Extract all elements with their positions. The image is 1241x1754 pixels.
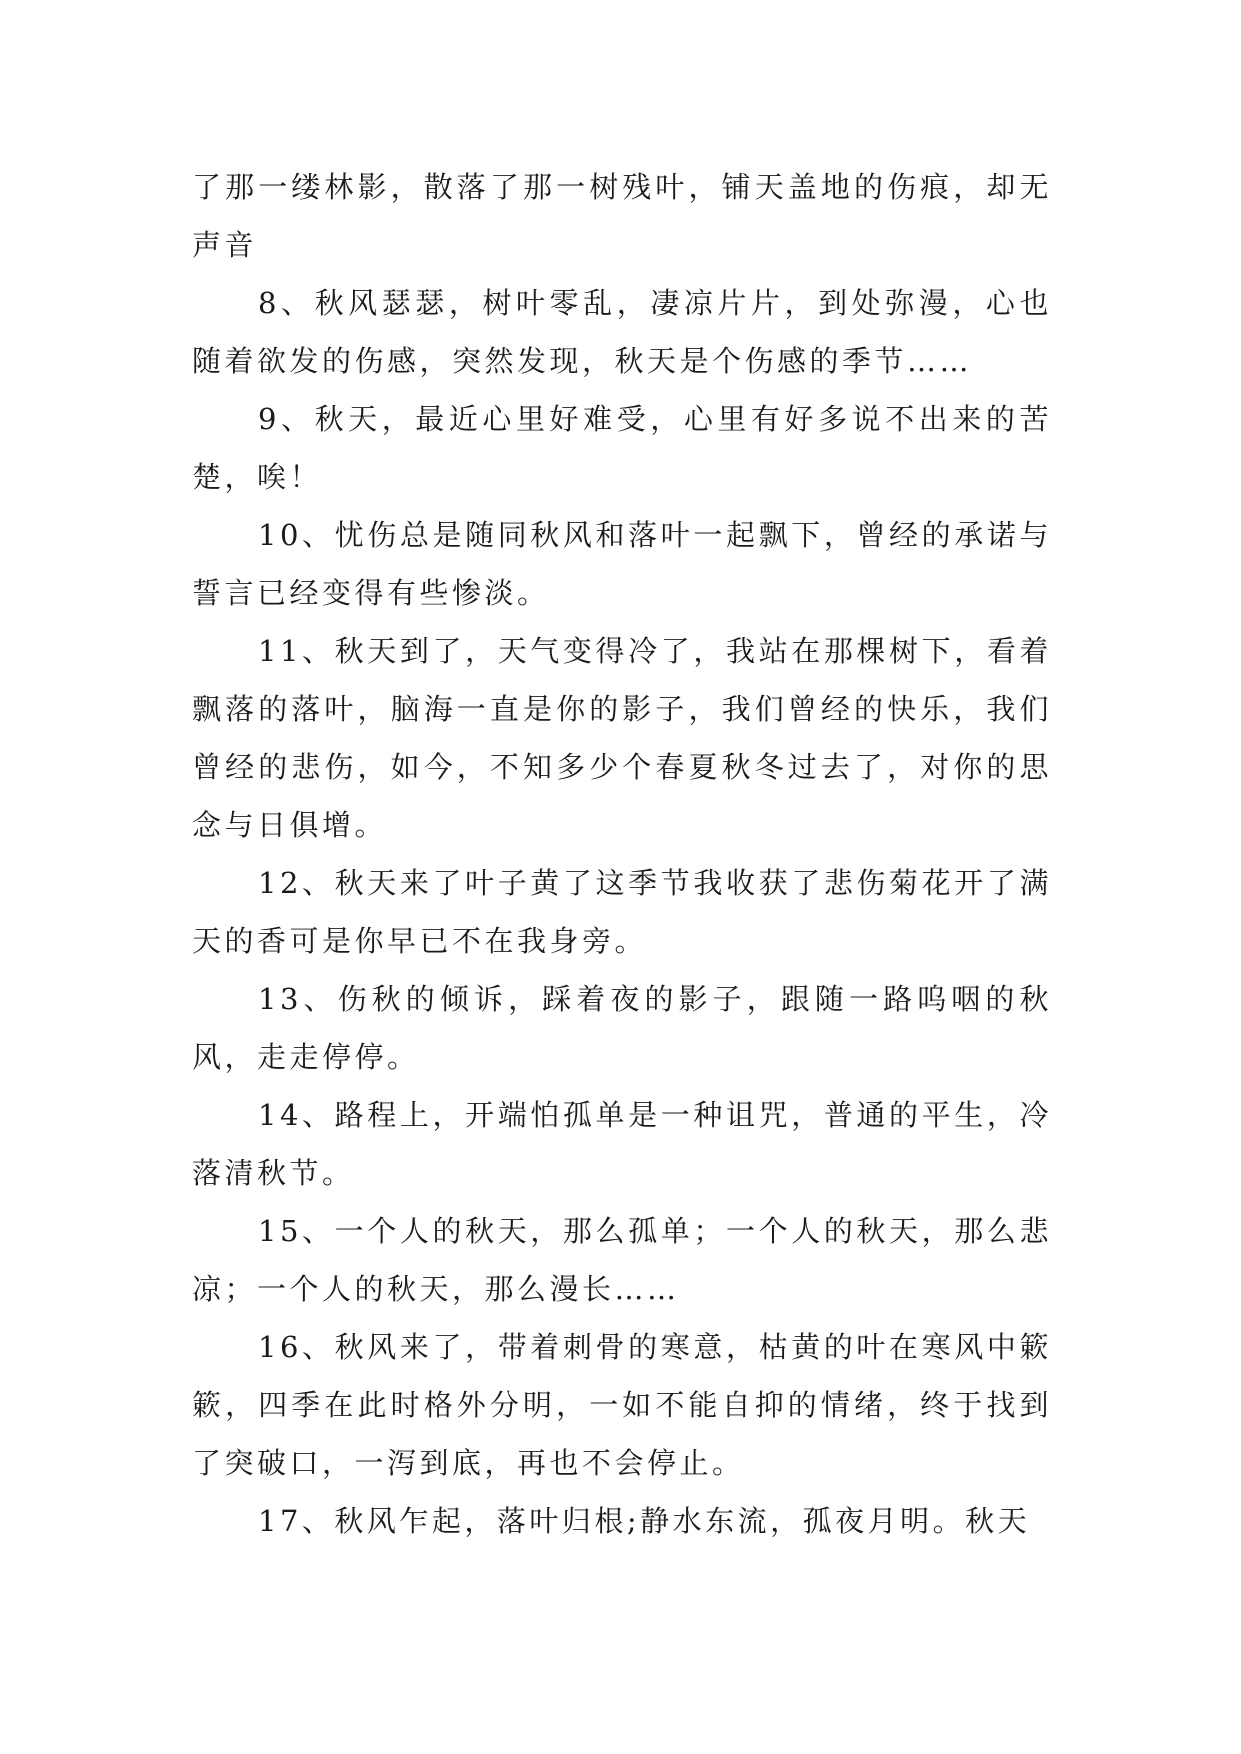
paragraph-9: 9、秋天，最近心里好难受，心里有好多说不出来的苦楚，唉！ <box>192 402 1052 494</box>
paragraph-12: 12、秋天来了叶子黄了这季节我收获了悲伤菊花开了满天的香可是你早已不在我身旁。 <box>192 866 1052 958</box>
paragraph-11: 11、秋天到了，天气变得冷了，我站在那棵树下，看着飘落的落叶，脑海一直是你的影子，我们曾经的快乐，我们曾经的悲伤，如今，不知多少个春夏秋冬过去了，对你的思念与日俱增。 <box>192 634 1052 842</box>
paragraph-8: 8、秋风瑟瑟，树叶零乱，凄凉片片，到处弥漫，心也随着欲发的伤感，突然发现，秋天是个伤感的季节…… <box>192 286 1052 378</box>
paragraph-continuation: 了那一缕林影，散落了那一树残叶，铺天盖地的伤痕，却无声音 <box>192 170 1052 262</box>
paragraph-16: 16、秋风来了，带着刺骨的寒意，枯黄的叶在寒风中簌簌，四季在此时格外分明，一如不能自抑的情绪，终于找到了突破口，一泻到底，再也不会停止。 <box>192 1330 1052 1480</box>
paragraph-10: 10、忧伤总是随同秋风和落叶一起飘下，曾经的承诺与誓言已经变得有些惨淡。 <box>192 518 1052 610</box>
document-body <box>192 158 1052 1550</box>
paragraph-15: 15、一个人的秋天，那么孤单；一个人的秋天，那么悲凉；一个人的秋天，那么漫长…… <box>192 1214 1052 1306</box>
paragraph-17: 17、秋风乍起，落叶归根;静水东流，孤夜月明。秋天 <box>258 1504 1031 1538</box>
paragraph-13: 13、伤秋的倾诉，踩着夜的影子，跟随一路呜咽的秋风，走走停停。 <box>192 982 1052 1074</box>
paragraph-14: 14、路程上，开端怕孤单是一种诅咒，普通的平生，冷落清秋节。 <box>192 1098 1052 1190</box>
